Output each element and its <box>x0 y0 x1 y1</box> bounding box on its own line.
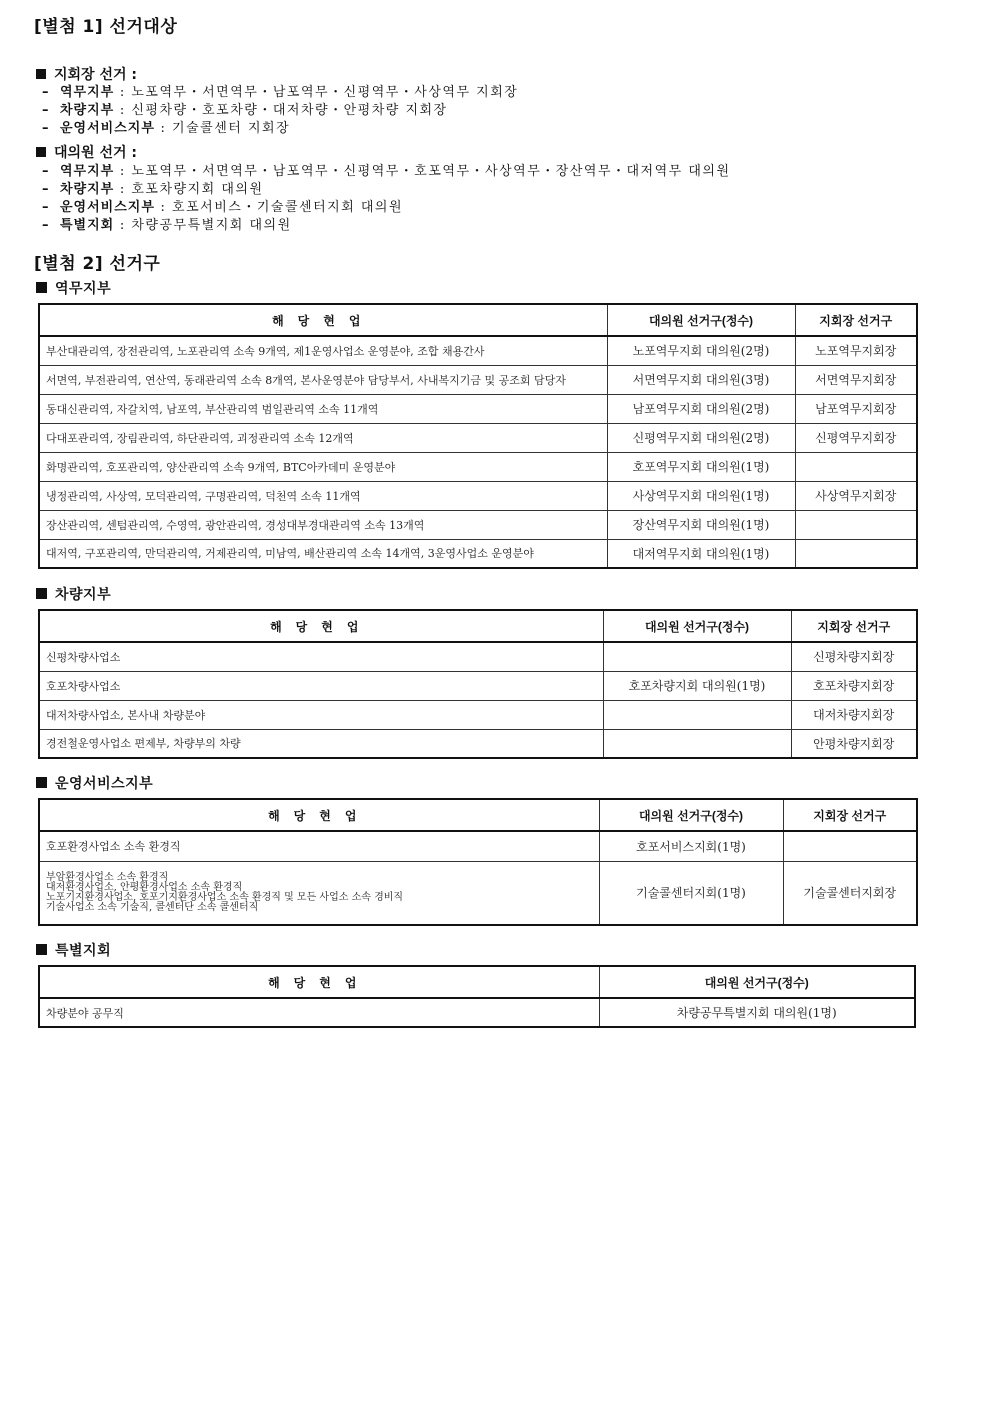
attachment2-title: [별첨 2] 선거구 <box>34 254 161 274</box>
branch-head-election-item: – 운영서비스지부 : 기술콜센터 지회장 <box>42 121 291 136</box>
head-cell: 기술콜센터지회장 <box>783 861 917 925</box>
workplace-cell: 다대포관리역, 장림관리역, 하단관리역, 괴정관리역 소속 12개역 <box>39 423 607 452</box>
workplace-cell: 호포차량사업소 <box>39 671 603 700</box>
delegate-election-item: – 특별지회 : 차량공무특별지회 대의원 <box>42 218 292 233</box>
table-row <box>39 394 917 423</box>
table-row <box>39 861 917 925</box>
head-cell <box>795 510 917 539</box>
header-workplace: 해당현업 <box>39 610 603 642</box>
workplace-line: 기술사업소 소속 기술직, 콜센터단 소속 콜센터직 <box>46 901 259 913</box>
header-delegate: 대의원 선거구(정수) <box>599 799 783 831</box>
table-row <box>39 671 917 700</box>
table-row <box>39 998 915 1027</box>
workplace-cell: 호포환경사업소 소속 환경직 <box>39 831 599 861</box>
table-row <box>39 423 917 452</box>
table-row <box>39 336 917 365</box>
header-workplace: 해당현업 <box>39 966 599 998</box>
square-bullet-icon <box>36 777 47 788</box>
head-cell: 남포역무지회장 <box>795 394 917 423</box>
header-head: 지회장 선거구 <box>791 610 917 642</box>
delegate-cell: 장산역무지회 대의원(1명) <box>607 510 795 539</box>
vehicle-section-heading: 차량지부 <box>36 584 111 604</box>
table-row <box>39 831 917 861</box>
station-section-heading: 역무지부 <box>36 278 111 298</box>
delegate-election-item: – 역무지부 : 노포역무・서면역무・남포역무・신평역무・호포역무・사상역무・장산역무・대저역무 대의원 <box>42 164 731 179</box>
delegate-cell: 기술콜센터지회(1명) <box>599 861 783 925</box>
table-row <box>39 700 917 729</box>
workplace-cell: 서면역, 부전관리역, 연산역, 동래관리역 소속 8개역, 본사운영분야 담당부서, 사내복지기금 및 공조회 담당자 <box>39 365 607 394</box>
head-cell <box>795 452 917 481</box>
head-cell: 대저차량지회장 <box>791 700 917 729</box>
workplace-cell <box>39 861 599 925</box>
workplace-cell: 동대신관리역, 자갈치역, 남포역, 부산관리역 범일관리역 소속 11개역 <box>39 394 607 423</box>
header-delegate: 대의원 선거구(정수) <box>607 304 795 336</box>
delegate-election-heading: 대의원 선거 : <box>36 142 137 162</box>
table-row <box>39 539 917 568</box>
square-bullet-icon <box>36 69 46 79</box>
square-bullet-icon <box>36 588 47 599</box>
table-row <box>39 510 917 539</box>
header-workplace: 해당현업 <box>39 799 599 831</box>
delegate-cell <box>603 642 791 671</box>
delegate-cell: 신평역무지회 대의원(2명) <box>607 423 795 452</box>
workplace-cell: 냉정관리역, 사상역, 모덕관리역, 구명관리역, 덕천역 소속 11개역 <box>39 481 607 510</box>
branch-head-election-item: – 역무지부 : 노포역무・서면역무・남포역무・신평역무・사상역무 지회장 <box>42 85 519 100</box>
square-bullet-icon <box>36 282 47 293</box>
head-cell <box>795 539 917 568</box>
head-cell: 서면역무지회장 <box>795 365 917 394</box>
service-table <box>38 798 918 926</box>
branch-head-election-heading: 지회장 선거 : <box>36 64 137 84</box>
workplace-cell: 대저역, 구포관리역, 만덕관리역, 거제관리역, 미남역, 배산관리역 소속 14개역, 3운영사업소 운영분야 <box>39 539 607 568</box>
delegate-cell: 서면역무지회 대의원(3명) <box>607 365 795 394</box>
service-section-heading: 운영서비스지부 <box>36 773 153 793</box>
head-cell: 안평차량지회장 <box>791 729 917 758</box>
vehicle-table <box>38 609 918 759</box>
table-row <box>39 729 917 758</box>
delegate-election-item: – 차량지부 : 호포차량지회 대의원 <box>42 182 264 197</box>
square-bullet-icon <box>36 944 47 955</box>
head-cell: 신평차량지회장 <box>791 642 917 671</box>
delegate-cell: 노포역무지회 대의원(2명) <box>607 336 795 365</box>
workplace-cell: 신평차량사업소 <box>39 642 603 671</box>
head-cell: 사상역무지회장 <box>795 481 917 510</box>
workplace-cell: 부산대관리역, 장전관리역, 노포관리역 소속 9개역, 제1운영사업소 운영분야, 조합 채용간사 <box>39 336 607 365</box>
head-cell: 신평역무지회장 <box>795 423 917 452</box>
head-cell <box>783 831 917 861</box>
workplace-line: 부암환경사업소 소속 환경직 <box>46 871 169 883</box>
header-head: 지회장 선거구 <box>795 304 917 336</box>
delegate-cell <box>603 729 791 758</box>
header-head: 지회장 선거구 <box>783 799 917 831</box>
workplace-line: 노포기지환경사업소, 호포기지환경사업소 소속 환경직 및 모든 사업소 소속 경비직 <box>46 891 404 903</box>
workplace-cell: 화명관리역, 호포관리역, 양산관리역 소속 9개역, BTC아카데미 운영분야 <box>39 452 607 481</box>
workplace-cell: 장산관리역, 센텀관리역, 수영역, 광안관리역, 경성대부경대관리역 소속 13개역 <box>39 510 607 539</box>
special-section-heading: 특별지회 <box>36 940 111 960</box>
workplace-cell: 경전철운영사업소 편제부, 차량부의 차량 <box>39 729 603 758</box>
special-table <box>38 965 916 1028</box>
head-cell: 호포차량지회장 <box>791 671 917 700</box>
delegate-cell: 호포서비스지회(1명) <box>599 831 783 861</box>
delegate-cell: 사상역무지회 대의원(1명) <box>607 481 795 510</box>
table-row <box>39 365 917 394</box>
table-row <box>39 481 917 510</box>
delegate-election-item: – 운영서비스지부 : 호포서비스・기술콜센터지회 대의원 <box>42 200 404 215</box>
delegate-cell: 호포역무지회 대의원(1명) <box>607 452 795 481</box>
station-table <box>38 303 918 569</box>
delegate-cell: 대저역무지회 대의원(1명) <box>607 539 795 568</box>
workplace-line: 대저환경사업소, 안평환경사업소 소속 환경직 <box>46 881 243 893</box>
branch-head-election-item: – 차량지부 : 신평차량・호포차량・대저차량・안평차량 지회장 <box>42 103 448 118</box>
workplace-cell: 차량분야 공무직 <box>39 998 599 1027</box>
head-cell: 노포역무지회장 <box>795 336 917 365</box>
workplace-cell: 대저차량사업소, 본사내 차량분야 <box>39 700 603 729</box>
header-workplace: 해당현업 <box>39 304 607 336</box>
table-row <box>39 642 917 671</box>
header-delegate: 대의원 선거구(정수) <box>599 966 915 998</box>
delegate-cell: 호포차량지회 대의원(1명) <box>603 671 791 700</box>
delegate-cell: 차량공무특별지회 대의원(1명) <box>599 998 915 1027</box>
attachment1-title: [별첨 1] 선거대상 <box>34 17 178 37</box>
delegate-cell <box>603 700 791 729</box>
square-bullet-icon <box>36 147 46 157</box>
header-delegate: 대의원 선거구(정수) <box>603 610 791 642</box>
table-row <box>39 452 917 481</box>
delegate-cell: 남포역무지회 대의원(2명) <box>607 394 795 423</box>
